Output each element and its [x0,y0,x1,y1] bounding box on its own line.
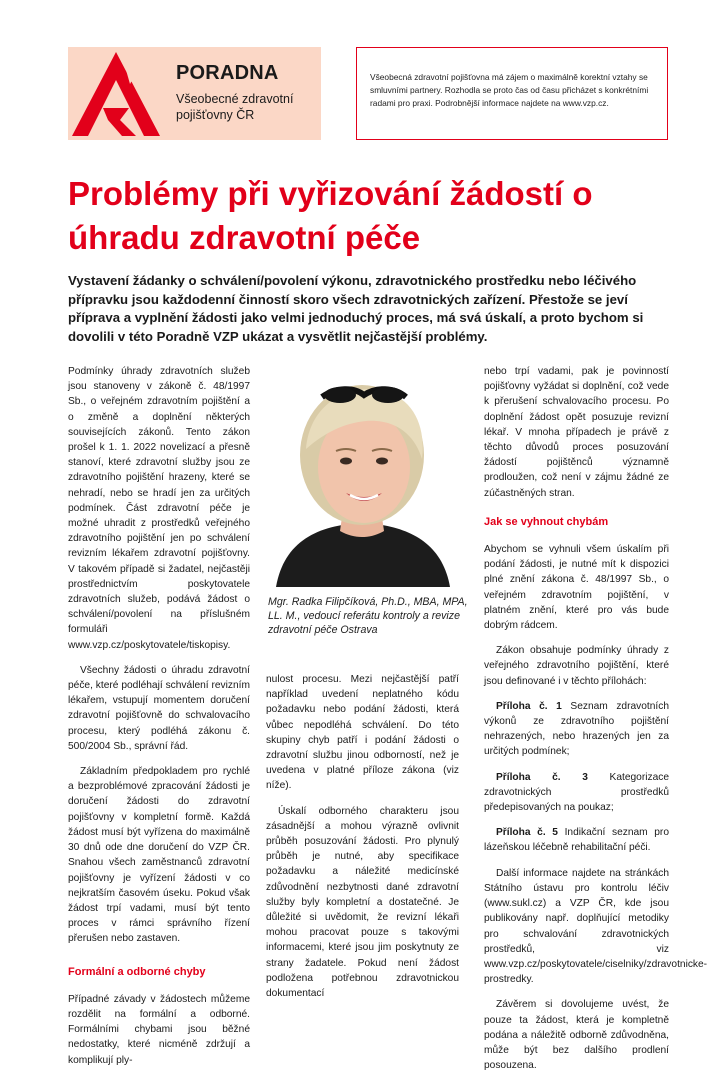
paragraph: Abychom se vyhnuli všem úskalím při podání žádosti, je nutné mít k dispozici plné znění zákona č. 48/1997 Sb., o veřejném zdravotním pojištění, v platném znění, které pro vás bude dobrým rádcem. [484,544,669,632]
annex-text: Seznam zdravotních výkonů ze zdravotního pojištění nehrazených, nebo hrazených jen za určitých podmínek; [484,700,669,758]
article-headline: Problémy při vyřizování žádostí o úhradu zdravotní péče [68,175,593,256]
article-lead: Vystavení žádanky o schválení/povolení výkonu, zdravotnického prostředku nebo léčivého přípravku jsou každodenní činností skoro všech zdravotnických zařízení. Přestože se jeví příprava a vyplnění žádosti jako velmi jednoduchý proces, má svá úskalí, a proto bychom si dovolili v této Poradně VZP ukázat a vysvětlit nejčastější problémy. [68,273,644,344]
paragraph: Úskalí odborného charakteru jsou zásadnější a mohou výrazně ovlivnit průběh posuzování žádosti. Pro plynulý průběh je nutné, aby specifikace požadavku a náležité medicínské zdůvodnění nezbytnosti dané zdravotní služby byly kompletní a dostatečné. Je důležité si uvědomit, že revizní lékaři mohou pracovat pouze s takovými informacemi, které jsou jim poskytnuty ze strany žadatele. Pokud není žádost podložena potřebnou zdravotnickou dokumentací [266,805,459,1000]
section-heading: Formální a odborné chyby [68,965,206,978]
annex-text: Indikační seznam pro lázeňskou léčebně rehabilitační péči. [484,827,669,854]
portrait-photo [266,363,459,587]
paragraph: Další informace najdete na stránkách Státního ústavu pro kontrolu léčiv (www.sukl.cz) a VZP ČR, kde jsou publikovány např. doplňující metodiky pro schvalování zdravotnických prostředků, viz www.vzp.cz/poskytovatele/ciselniky/zdravotnicke-prostredky. [484,867,708,986]
column-3 [484,364,708,1083]
annex-label: Příloha č. 3 [496,771,588,783]
list-item [484,770,669,816]
paragraph: Základním předpokladem pro rychlé a bezproblémové zpracování žádosti je doručení žádosti do zdravotní pojišťovny v kompletní formě. Každá žádost musí být vyřízena do maximálně 30 dnů ode dne doručení do VZP ČR. Snahou všech zaměstnanců zdravotní pojišťovny je vyřízení žádosti v co nejkratším časovém úseku. Pokud však žádost trpí vadami, musí být tento proces v rámci správního řízení přerušen nebo zastaven. [68,766,250,945]
photo-caption: Mgr. Radka Filipčíková, Ph.D., MBA, MPA, LL. M., vedoucí referátu kontroly a revize zdravotní péče Ostrava [268,596,468,636]
annex-text: Kategorizace zdravotnických prostředků předepisovaných na poukaz; [484,771,669,814]
paragraph: Případné závady v žádostech můžeme rozdělit na formální a odborné. Formálními chybami jsou běžné nedostatky, které nicméně zdržují a komplikují ply- [68,993,250,1066]
paragraph: Podmínky úhrady zdravotních služeb jsou stanoveny v zákoně č. 48/1997 Sb., o veřejném zdravotním pojištění a o změně a doplnění některých souvisejících zákonů. Tento zákon prošel k 1. 1. 2022 novelizací a přesně stanoví, které zdravotní služby jsou ze zdravotního pojištění hrazeny, které se nehradí, nebo se hradí jen za určitých podmínek. Část zdravotní péče je možné uhradit z prostředků veřejného zdravotního pojištění jen po schválení revizním lékařem zdravotní pojišťovny. V takovém případě si žadatel, nejčastěji prostřednictvím poskytovatele zdravotních služeb, podává žádost o schválení/povolení na příslušném formuláři www.vzp.cz/poskytovatele/tiskopisy. [68,366,250,651]
paragraph: Všechny žádosti o úhradu zdravotní péče, které podléhají schválení revizním lékařem, vstupují momentem doručení zdravotní pojišťovně do schvalovacího procesu, který podléhá zákonu č. 500/2004 Sb., správní řád. [68,664,250,752]
info-text: Všeobecná zdravotní pojišťovna má zájem o maximálně korektní vztahy se smluvními partnery. Rozhodla se proto čas od času přicházet s konkrétními radami pro praxi. Podrobnější informace najdete na www.vzp.cz. [370,72,649,108]
brand-title: PORADNA [176,62,279,84]
column-2 [266,672,459,1011]
paragraph: Závěrem si dovolujeme uvést, že pouze ta žádost, která je kompletně podána a náležitě odborně zdůvodněna, může být bez dalšího prodlení posouzena. [484,999,669,1072]
paragraph: nulost procesu. Mezi nejčastější patří například uvedení neplatného kódu požadavku nebo podání žádosti, která vůbec nepodléhá schválení. Do této skupiny chyb patří i podání žádosti o zdravotní službu jinou odborností, než je uvedena v platné příloze zákona (viz níže). [266,674,459,792]
section-heading: Jak se vyhnout chybám [484,515,609,528]
annex-label: Příloha č. 5 [496,827,558,839]
annex-label: Příloha č. 1 [496,700,562,712]
vzp-logo-icon [70,50,162,138]
brand-subtitle: Všeobecné zdravotní pojišťovny ČR [176,92,294,122]
list-item [484,825,669,855]
paragraph: Zákon obsahuje podmínky úhrady z veřejného zdravotního pojištění, které jsou definované i v těchto přílohách: [484,645,669,687]
column-1 [68,364,250,1078]
paragraph: nebo trpí vadami, pak je povinností pojišťovny vyžádat si doplnění, což vede k přerušení schvalovacího procesu. Po doplnění žádost opět posuzuje revizní lékař. V mnoha případech je právě z těchto důvodů proces posuzování žádostí pojištěnců významně prodloužen, což není v zájmu žádné ze zúčastněných stran. [484,366,669,499]
list-item [484,699,669,760]
